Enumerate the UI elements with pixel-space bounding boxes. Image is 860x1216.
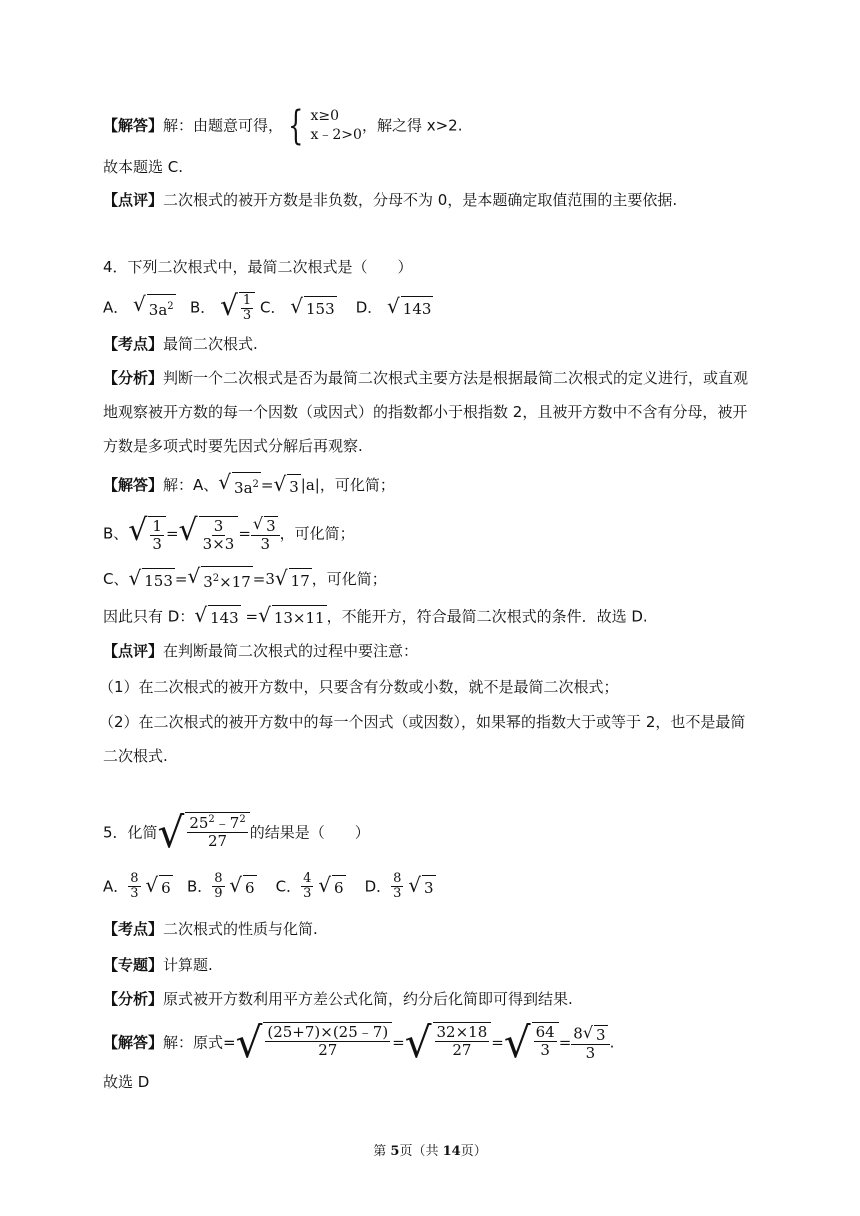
option-b-radical: √ $\frac{1}{3}$ (220, 292, 255, 324)
q4-answer-c: C、 √ 153 = √ $3^2\times 17$ =3 √ 17 ，可化简； (103, 564, 387, 591)
q4-comment (103, 640, 418, 662)
comment-text: 二次根式的被开方数是非负数，分母不为 0，是本题确定取值范围的主要依据. (163, 191, 678, 209)
choice-line-q3: 故本题选 C. (103, 158, 184, 176)
radical: √ $\frac{32\times 18}{27}$ (405, 1022, 492, 1064)
radical: √ $\frac{3}{3\times 3}$ (179, 516, 239, 552)
option-a-radical: √ $3a^2$ (133, 292, 174, 320)
q4-comment-2b: 二次根式. (103, 747, 168, 765)
tag-comment: 【点评】 (103, 642, 164, 660)
radical: √ $\frac{64}{3}$ (504, 1022, 559, 1064)
comment-text: 在判断最简二次根式的过程中要注意： (163, 642, 419, 660)
inequality-2: x﹣2>0 (310, 127, 362, 143)
radical: √ 143 (194, 603, 239, 627)
q4-comment-1: （1）在二次根式的被开方数中，只要含有分数或小数，就不是最简二次根式； (99, 678, 619, 696)
fraction: 8 √ 3 3 (571, 1025, 609, 1061)
q4-analysis-2: 地观察被开方数的每一个因数（或因式）的指数都小于根指数 2，且被开方数中不含有分母，被开 (103, 403, 748, 421)
radical: √ $\frac{(25+7)\times(25﹣7)}{27}$ (236, 1022, 393, 1064)
question-5-options: A． $\frac{8}{3}$ √ 6 B． $\frac{8}{9}$ √ 6 C． $\frac{4}{3}$ √ 6 D． $\frac{8}{3}$ √ 3 (103, 871, 434, 902)
analysis-text-1: 判断一个二次根式是否为最简二次根式主要方法是根据最简二次根式的定义进行，或直观 (163, 369, 749, 387)
q4-answer-a: 【解答】解：A、 √ $3a^2$ = √ 3 |a|，可化简； (103, 470, 395, 497)
tag-answer: 【解答】 (103, 116, 164, 135)
q4-comment-2a: （2）在二次根式的被开方数中的每一个因式（或因数），如果幂的指数大于或等于 2，也不是最简 (99, 713, 746, 731)
inequality-1: x≥0 (310, 108, 340, 124)
tag-knowledge: 【考点】 (103, 335, 164, 353)
radical: √ $\frac{25^2﹣7^2}{27}$ (158, 812, 250, 854)
radical: √ 13×11 (258, 603, 325, 627)
question-4-stem: 4．下列二次根式中，最简二次根式是（ ） (103, 258, 413, 276)
knowledge-text: 最简二次根式. (163, 335, 258, 353)
answer-prefix: 解：A、 (163, 476, 219, 494)
q4-knowledge-point (103, 333, 258, 355)
answer-result: ，解之得 x>2. (361, 116, 463, 135)
radical: √ 3 (273, 471, 299, 496)
tag-analysis: 【分析】 (103, 369, 164, 387)
fraction: √ 3 3 (251, 516, 280, 552)
q5-answer: 【解答】解：原式= √ $\frac{(25+7)\times(25﹣7)}{27}$ = √ $\frac{32\times 18}{27}$ = √ $\frac{64}{3}$ = 8 √ 3 3 . (103, 1018, 615, 1067)
q4-answer-b: B、 √ $\frac{1}{3}$ = √ $\frac{3}{3\times 3}$ = √ 3 3 ，可化简； (103, 513, 355, 553)
comment-line-q3 (103, 189, 677, 211)
q5-conclusion: 故选 D (103, 1073, 150, 1091)
option-b-label: B． (189, 298, 216, 317)
q5-topic: 【专题】计算题. (103, 956, 213, 974)
page-footer: 第 5页（共 14页） (373, 1144, 487, 1159)
q4-analysis-1 (103, 367, 748, 389)
radical: √ 153 (128, 565, 173, 590)
q5-knowledge: 【考点】二次根式的性质与化简. (103, 920, 318, 938)
tag-comment: 【点评】 (103, 191, 164, 209)
radical: √ $3a^2$ (218, 470, 259, 497)
answer-text: 解：由题意可得， (163, 116, 284, 135)
radical: √ $\frac{1}{3}$ (128, 516, 166, 552)
q5-analysis: 【分析】原式被开方数利用平方差公式化简，约分后化简即可得到结果. (103, 990, 573, 1008)
question-5-stem: 5．化简 √ $\frac{25^2﹣7^2}{27}$ 的结果是（ ） (103, 808, 370, 857)
option-d-radical: √ 143 (387, 293, 432, 318)
option-d-label: D． (355, 298, 383, 317)
option-c-label: C． (259, 298, 286, 317)
inequality-system: { x≥0 x﹣2>0 (288, 103, 362, 149)
tag-answer: 【解答】 (103, 476, 164, 494)
option-c-radical: √ 153 (290, 293, 335, 318)
q4-answer-d: 因此只有 D： √ 143 = √ 13×11 ，不能开方，符合最简二次根式的条件．故选 D. (103, 603, 648, 627)
q4-analysis-3: 方数是多项式时要先因式分解后再观察. (103, 437, 363, 455)
radical: √ 17 (274, 565, 310, 590)
radical: √ $3^2\times 17$ (187, 564, 251, 591)
option-a-label: A． (103, 298, 129, 317)
question-4-options (103, 289, 433, 324)
answer-line-q3 (103, 103, 463, 149)
